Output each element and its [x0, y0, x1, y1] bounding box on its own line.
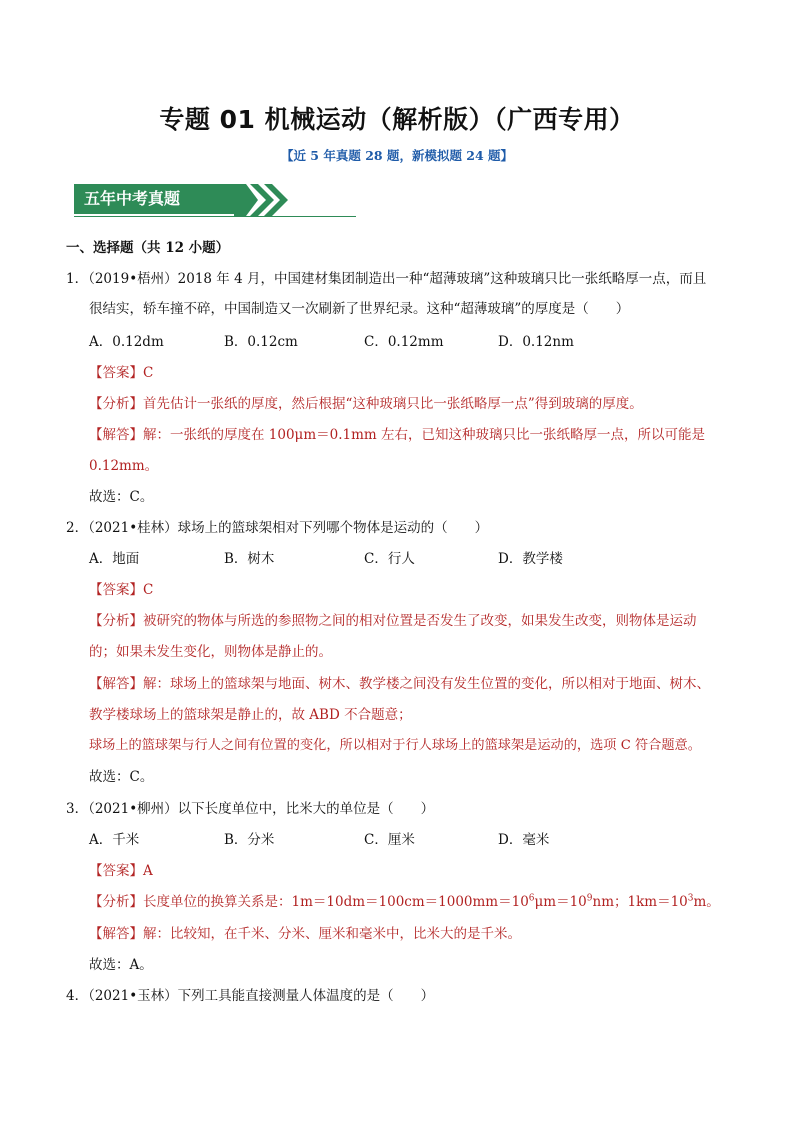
question-3-option-b: B．分米 — [224, 832, 275, 848]
question-2-answer — [89, 581, 153, 599]
solution-tag: 【解答】 — [89, 427, 143, 443]
section-banner — [74, 184, 356, 218]
solution-text: 解：比较知，在千米、分米、厘米和毫米中，比米大的是千米。 — [143, 926, 521, 942]
question-1-answer — [89, 364, 153, 382]
question-1-solution-line-1 — [89, 426, 705, 444]
analysis-text-c: nm；1km＝10 — [592, 894, 688, 910]
banner-underline — [74, 216, 356, 217]
analysis-text-b: μm＝10 — [534, 894, 587, 910]
section-heading: 一、选择题（共 12 小题） — [66, 240, 230, 256]
answer-tag: 【答案】 — [89, 582, 143, 598]
question-3-solution — [89, 925, 521, 943]
question-3-conclusion: 故选：A。 — [89, 957, 153, 973]
question-1-stem-line-1: 1．（2019•梧州）2018 年 4 月，中国建材集团制造出一种“超薄玻璃”这种玻璃只比一张纸略厚一点，而且 — [66, 271, 707, 287]
question-1-option-d: D．0.12nm — [498, 334, 574, 350]
question-2-option-b: B．树木 — [224, 551, 275, 567]
banner-stripes-icon — [74, 184, 356, 218]
analysis-text: 被研究的物体与所选的参照物之间的相对位置是否发生了改变，如果发生改变，则物体是运动 — [143, 613, 697, 629]
question-1-option-b: B．0.12cm — [224, 334, 298, 350]
analysis-text-a: 长度单位的换算关系是：1m＝10dm＝100cm＝1000mm＝10 — [143, 894, 529, 910]
answer-value: A — [143, 863, 153, 879]
question-3-option-d: D．毫米 — [498, 832, 550, 848]
question-2-option-a: A．地面 — [89, 551, 140, 567]
question-2-option-d: D．教学楼 — [498, 551, 563, 567]
analysis-tag: 【分析】 — [89, 894, 143, 910]
question-4-stem-line-1: 4．（2021•玉林）下列工具能直接测量人体温度的是（ ） — [66, 988, 435, 1004]
banner-label: 五年中考真题 — [74, 184, 234, 214]
answer-tag: 【答案】 — [89, 365, 143, 381]
analysis-tag: 【分析】 — [89, 396, 143, 412]
answer-value: C — [143, 582, 154, 598]
question-2-option-c: C．行人 — [364, 551, 415, 567]
question-1-option-a: A．0.12dm — [89, 334, 164, 350]
question-2-stem-line-1: 2．（2021•桂林）球场上的篮球架相对下列哪个物体是运动的（ ） — [66, 520, 489, 536]
question-2-solution-line-2: 教学楼球场上的篮球架是静止的，故 ABD 不合题意； — [89, 707, 412, 723]
question-2-solution-line-3: 球场上的篮球架与行人之间有位置的变化，所以相对于行人球场上的篮球架是运动的，选项 C 符合题意。 — [89, 738, 701, 753]
question-3-option-c: C．厘米 — [364, 832, 415, 848]
question-1-analysis — [89, 395, 643, 413]
page-title: 专题 01 机械运动（解析版）（广西专用） — [159, 105, 635, 134]
question-3-analysis — [89, 893, 720, 911]
answer-value: C — [143, 365, 154, 381]
question-2-solution-line-1 — [89, 675, 710, 693]
question-2-conclusion: 故选：C。 — [89, 769, 154, 785]
analysis-sup-2: 9 — [586, 893, 593, 904]
solution-text: 解：球场上的篮球架与地面、树木、教学楼之间没有发生位置的变化，所以相对于地面、树木、 — [143, 676, 710, 692]
question-1-option-c: C．0.12mm — [364, 334, 444, 350]
question-1-conclusion: 故选：C。 — [89, 489, 154, 505]
solution-tag: 【解答】 — [89, 676, 143, 692]
analysis-sup-1: 6 — [528, 893, 535, 904]
question-1-solution-line-2: 0.12mm。 — [89, 458, 159, 474]
question-2-analysis-line-1 — [89, 612, 697, 630]
analysis-text: 首先估计一张纸的厚度，然后根据“这种玻璃只比一张纸略厚一点”得到玻璃的厚度。 — [143, 396, 643, 412]
solution-tag: 【解答】 — [89, 926, 143, 942]
question-1-stem-line-2: 很结实，轿车撞不碎，中国制造又一次刷新了世界纪录。这种“超薄玻璃”的厚度是（ ） — [89, 301, 630, 317]
question-3-option-a: A．千米 — [89, 832, 140, 848]
analysis-text-d: m。 — [693, 894, 720, 910]
question-2-analysis-line-2: 的；如果未发生变化，则物体是静止的。 — [89, 644, 332, 660]
analysis-sup-3: 3 — [687, 893, 694, 904]
question-3-answer — [89, 862, 153, 880]
solution-text: 解：一张纸的厚度在 100μm＝0.1mm 左右，已知这种玻璃只比一张纸略厚一点，所以可能是 — [143, 427, 705, 443]
question-3-stem-line-1: 3．（2021•柳州）以下长度单位中，比米大的单位是（ ） — [66, 801, 435, 817]
page-subtitle: 【近 5 年真题 28 题，新模拟题 24 题】 — [280, 148, 514, 163]
analysis-tag: 【分析】 — [89, 613, 143, 629]
answer-tag: 【答案】 — [89, 863, 143, 879]
